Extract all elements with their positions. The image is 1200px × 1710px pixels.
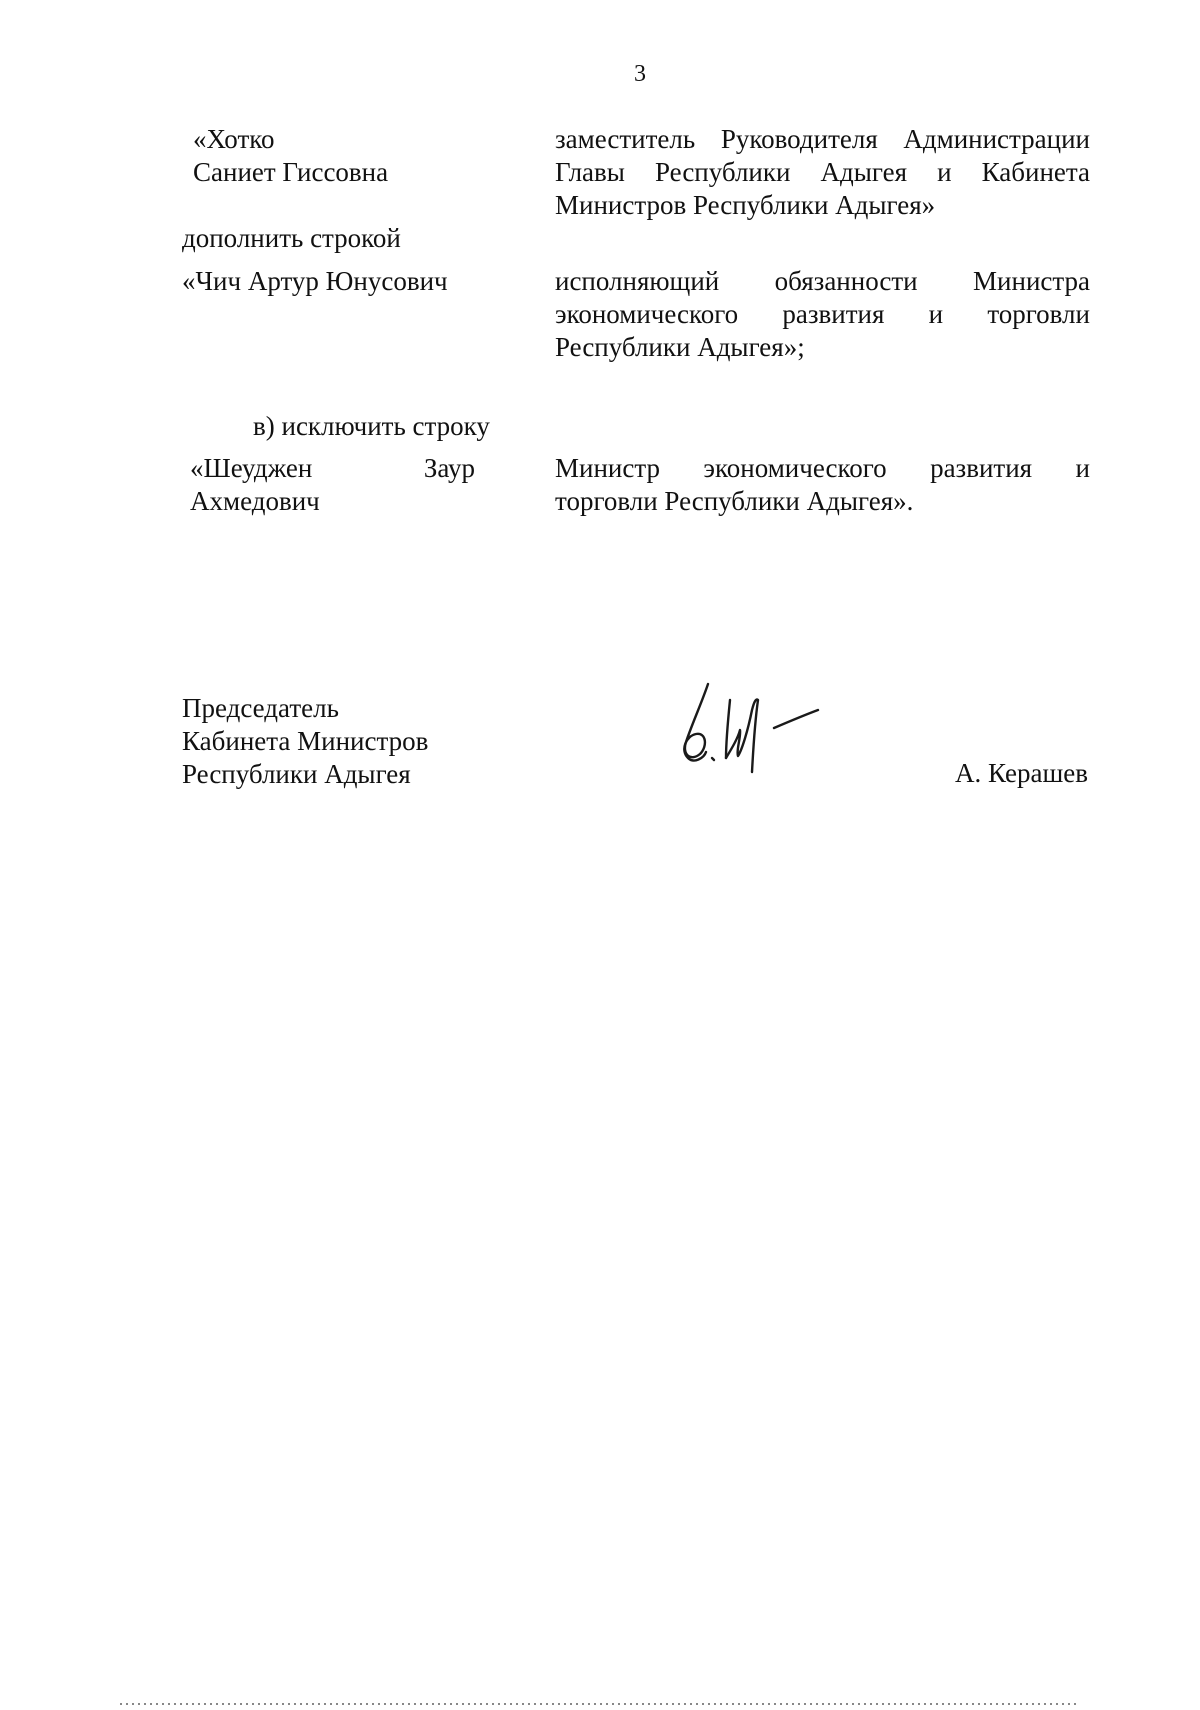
signatory-title-line: Председатель bbox=[182, 693, 339, 723]
entry-name-line: Ахмедович bbox=[190, 486, 320, 516]
position-line: Министр экономического развития и bbox=[555, 453, 1090, 483]
entry-sheudzhen-name bbox=[190, 452, 475, 518]
entry-chich-position bbox=[555, 265, 1090, 364]
handwritten-signature bbox=[672, 672, 852, 782]
position-line: экономического развития и торговли bbox=[555, 299, 1090, 329]
page-number: 3 bbox=[634, 61, 646, 87]
entry-name-line: «Шеуджен Заур bbox=[190, 453, 475, 483]
entry-chich-name: «Чич Артур Юнусович bbox=[182, 266, 448, 296]
entry-khotko-position bbox=[555, 123, 1090, 222]
scan-edge-divider bbox=[120, 1703, 1080, 1705]
entry-khotko-name bbox=[193, 123, 388, 189]
entry-name-line: «Хотко bbox=[193, 124, 275, 154]
position-line: Республики Адыгея»; bbox=[555, 332, 805, 362]
entry-name-line: Саниет Гиссовна bbox=[193, 157, 389, 187]
instruction-add: дополнить строкой bbox=[182, 223, 401, 253]
signatory-title-line: Кабинета Министров bbox=[182, 726, 429, 756]
position-line: Главы Республики Адыгея и Кабинета bbox=[555, 157, 1090, 187]
instruction-exclude: в) исключить строку bbox=[253, 411, 490, 441]
position-line: заместитель Руководителя Администрации bbox=[555, 124, 1090, 154]
entry-sheudzhen-position bbox=[555, 452, 1090, 518]
signatory-title-line: Республики Адыгея bbox=[182, 759, 411, 789]
position-line: торговли Республики Адыгея». bbox=[555, 486, 914, 516]
position-line: Министров Республики Адыгея» bbox=[555, 190, 936, 220]
signatory-title bbox=[182, 692, 428, 791]
position-line: исполняющий обязанности Министра bbox=[555, 266, 1090, 296]
signer-name: А. Керашев bbox=[955, 758, 1088, 788]
